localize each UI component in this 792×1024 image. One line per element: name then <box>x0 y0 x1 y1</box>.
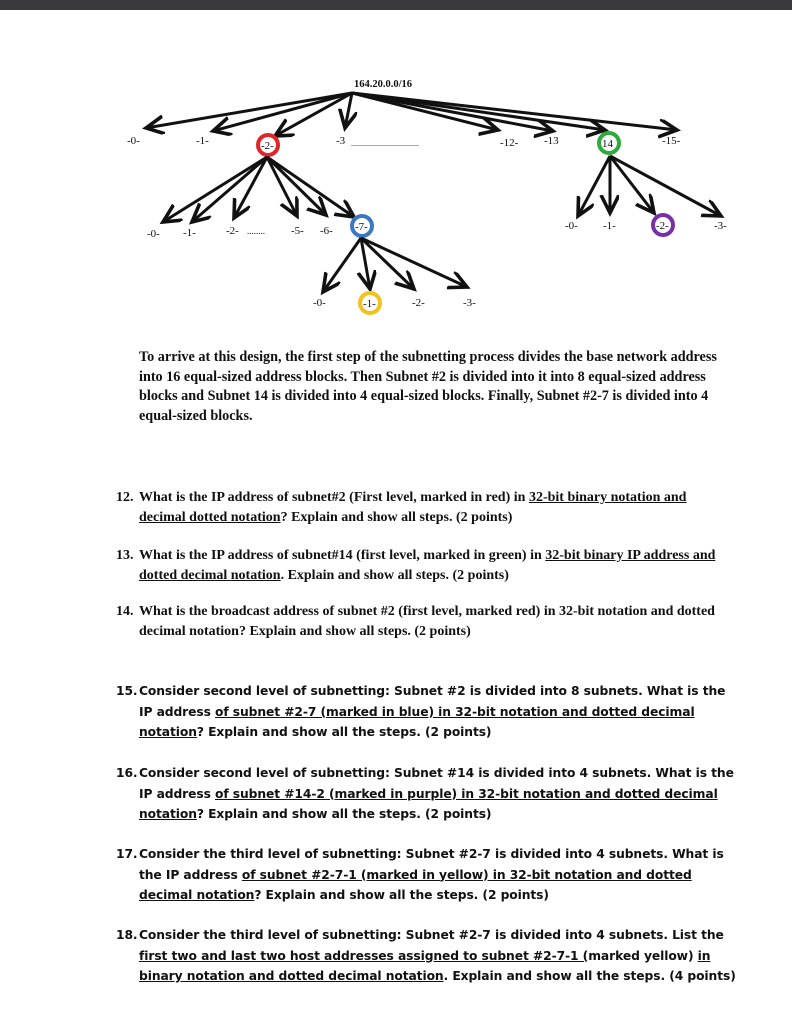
subnet-2-label: -2- <box>261 140 274 152</box>
subnet-2-7-2-label: -2- <box>412 297 425 309</box>
subnet-14-0-label: -0- <box>565 220 578 232</box>
subnet-2-7-label: -7- <box>355 221 368 233</box>
question-13: 13. What is the IP address of subnet#14 (first level, marked in green) in 32-bit binary IP address and dotted decimal notation. Explain and show all steps. (2 points) <box>116 548 716 583</box>
question-15: 15. Consider second level of subnetting: Subnet #2 is divided into 8 subnets. What is the IP address of subnet #2-7 (marked in blue) in 32-bit notation and dotted decimal notation? Explain and show all the steps. (2 points) <box>116 684 726 739</box>
subnet-2-7-1-label: -1- <box>363 298 376 310</box>
level1-arrows <box>146 93 677 136</box>
level3-arrows <box>323 238 467 292</box>
question-18: 18. Consider the third level of subnetting: Subnet #2-7 is divided into 4 subnets. List the first two and last two host addresses assigned to subnet #2-7-1 (marked yellow) in binary notation and dotted decimal notation. Explain and show all the steps. (4 points) <box>116 928 736 983</box>
question-14: 14. What is the broadcast address of subnet #2 (first level, marked red) in 32-bit notation and dotted decimal notation? Explain and show all steps. (2 points) <box>116 604 715 639</box>
level2-right-arrows <box>578 156 721 216</box>
subnet-2-ellipsis: ........ <box>247 226 265 236</box>
root-network-label: 164.20.0.0/16 <box>354 79 413 90</box>
subnet-2-2-label: -2- <box>226 225 239 237</box>
subnet-2-0-label: -0- <box>147 228 160 240</box>
question-17: 17. Consider the third level of subnetting: Subnet #2-7 is divided into 4 subnets. What is the IP address of subnet #2-7-1 (marked in yellow) in 32-bit notation and dotted decimal notation? Explain and show all the steps. (2 points) <box>116 847 724 902</box>
subnet-14-3-label: -3- <box>714 220 727 232</box>
subnet-2-7-3-label: -3- <box>463 297 476 309</box>
subnet-2-5-label: -5- <box>291 225 304 237</box>
subnet-0-label: -0- <box>127 135 140 147</box>
subnet-13-label: -13 <box>544 135 559 147</box>
subnet-14-label: 14 <box>602 138 613 150</box>
question-12: 12. What is the IP address of subnet#2 (First level, marked in red) in 32-bit binary notation and decimal dotted notation? Explain and show all steps. (2 points) <box>116 490 687 525</box>
question-16: 16. Consider second level of subnetting: Subnet #14 is divided into 4 subnets. What is the IP address of subnet #14-2 (marked in purple) in 32-bit notation and dotted decimal notation? Explain and show all the steps. (2 points) <box>116 766 734 821</box>
subnet-2-6-label: -6- <box>320 225 333 237</box>
subnet-tree-diagram <box>0 0 792 330</box>
subnet-3-label: -3 <box>336 135 346 147</box>
subnet-15-label: -15- <box>662 135 681 147</box>
level2-left-arrows <box>163 157 354 222</box>
subnet-2-7-0-label: -0- <box>313 297 326 309</box>
subnet-2-1-label: -1- <box>183 227 196 239</box>
subnet-1-label: -1- <box>196 135 209 147</box>
subnet-14-1-label: -1- <box>603 220 616 232</box>
subnet-14-2-label: -2- <box>656 220 669 232</box>
intro-paragraph: To arrive at this design, the first step of the subnetting process divides the base network address into 16 equal-sized address blocks. Then Subnet #2 is divided into it into 8 equal-sized address blocks and Subnet 14 is divided into 4 equal-sized blocks. Finally, Subnet #2-7 is divided into 4 equal-sized blocks. <box>139 349 717 424</box>
subnet-ellipsis: .................................. <box>351 139 419 148</box>
subnet-12-label: -12- <box>500 137 519 149</box>
